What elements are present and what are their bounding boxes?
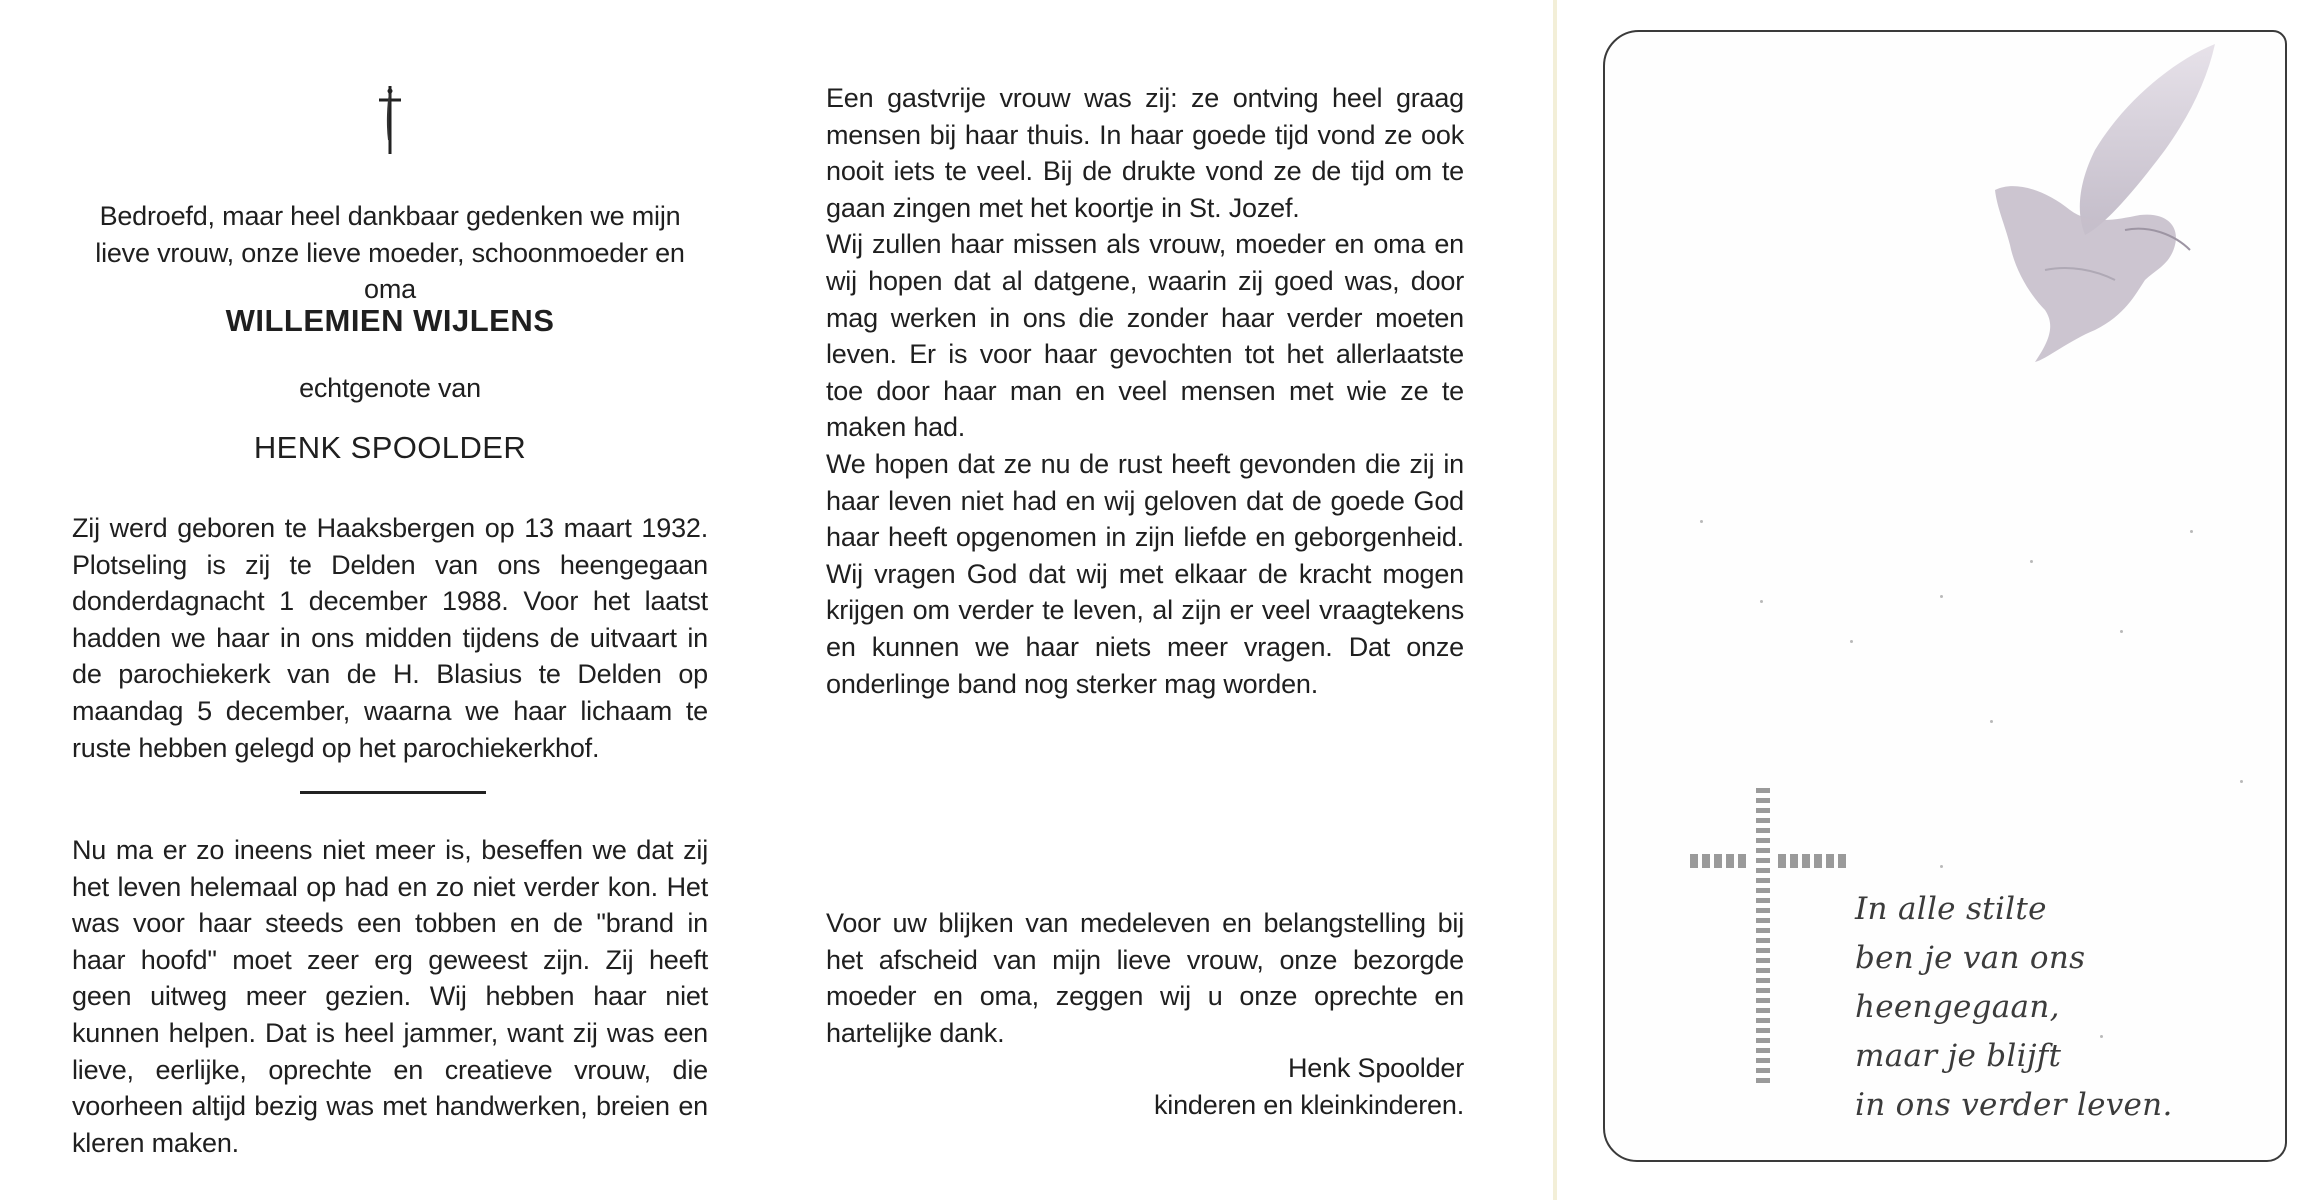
faith-paragraph: We hopen dat ze nu de rust heeft gevonden die zij in haar leven niet had en wij geloven dat de goede God haar heeft opgenomen in zijn liefde en geborgenheid. Wij vragen God dat wij met elkaar de kracht mogen krijgen om verder te leven, al zijn er veel vraagtekens en kunnen we haar niets meer vragen. Dat onze onderlinge band nog sterker mag worden.	[826, 448, 1464, 699]
missing-paragraph: Wij zullen haar missen als vrouw, moeder en oma en wij hopen dat al datgene, waarin zij goed was, door mag werken in ons die zonder haar verder moeten leven. Er is voor haar gevochten tot het allerlaatste toe door haar man en veel mensen met wie ze te maken had.	[826, 229, 1464, 443]
biography-paragraph: Zij werd geboren te Haaksbergen op 13 maart 1932. Plotseling is zij te Delden van ons heengegaan donderdagnacht 1 december 1988. Voor het laatst hadden we haar in ons midden tijdens de uitvaart in de parochiekerk van de H. Blasius te Delden op maandag 5 december, waarna we haar lichaam te ruste hebben gelegd op het parochiekerkhof.	[72, 513, 708, 763]
spouse-name: HENK SPOOLDER	[253, 430, 527, 465]
section-divider	[300, 791, 486, 794]
scan-speck	[2030, 560, 2033, 563]
scan-speck	[1940, 865, 1943, 868]
signature-family: kinderen en kleinkinderen.	[1153, 1089, 1464, 1120]
scan-speck	[2120, 630, 2123, 633]
card-poem	[1855, 885, 2285, 1130]
poem-line: ben je van ons heengegaan,	[1855, 940, 2086, 1025]
poem-line: In alle stilte	[1855, 891, 2047, 927]
scan-speck	[1760, 600, 1763, 603]
poem-line: maar je blijft	[1855, 1038, 2062, 1074]
scan-speck	[2100, 1035, 2103, 1038]
remembrance-text	[826, 80, 1464, 702]
intro-text: Bedroefd, maar heel dankbaar gedenken we mijn lieve vrouw, onze lieve moeder, schoonmoeder en oma	[95, 201, 685, 305]
deceased-name: WILLEMIEN WIJLENS	[225, 303, 555, 338]
scan-speck	[1850, 640, 1853, 643]
thanks-paragraph: Voor uw blijken van medeleven en belangstelling bij het afscheid van mijn lieve vrouw, onze bezorgde moeder en oma, zeggen wij u onze oprechte en hartelijke dank.	[826, 908, 1464, 1048]
card-fold-edge	[1553, 0, 1557, 1200]
crucifix-icon	[372, 84, 408, 156]
scan-speck	[2190, 530, 2193, 533]
hospitality-paragraph: Een gastvrije vrouw was zij: ze ontving heel graag mensen bij haar thuis. In haar goede tijd vond ze ook nooit iets te veel. Bij de drukte vond ze de tijd om te gaan zingen met het koortje in St. Jozef.	[826, 83, 1464, 223]
poem-line: in ons verder leven.	[1855, 1087, 2173, 1123]
signature-block	[1050, 1050, 1464, 1123]
spouse-relation: echtgenote van	[299, 373, 481, 403]
dove-icon	[1975, 40, 2220, 365]
scan-speck	[1940, 595, 1943, 598]
illness-paragraph: Nu ma er zo ineens niet meer is, beseffen we dat zij het leven helemaal op had en zo niet verder kon. Het was voor haar steeds een tobben en de "brand in haar hoofd" moet zeer erg geweest zijn. Zij heeft geen uitweg meer gezien. Wij hebben haar niet kunnen helpen. Dat is heel jammer, want zij was een lieve, eerlijke, oprechte en creatieve vrouw, die voorheen altijd bezig was met handwerken, breien en kleren maken.	[72, 835, 708, 1158]
scan-speck	[1700, 520, 1703, 523]
scan-speck	[1990, 720, 1993, 723]
scan-speck	[2240, 780, 2243, 783]
cross-icon	[1690, 780, 1860, 1100]
signature-name: Henk Spoolder	[1287, 1053, 1464, 1083]
